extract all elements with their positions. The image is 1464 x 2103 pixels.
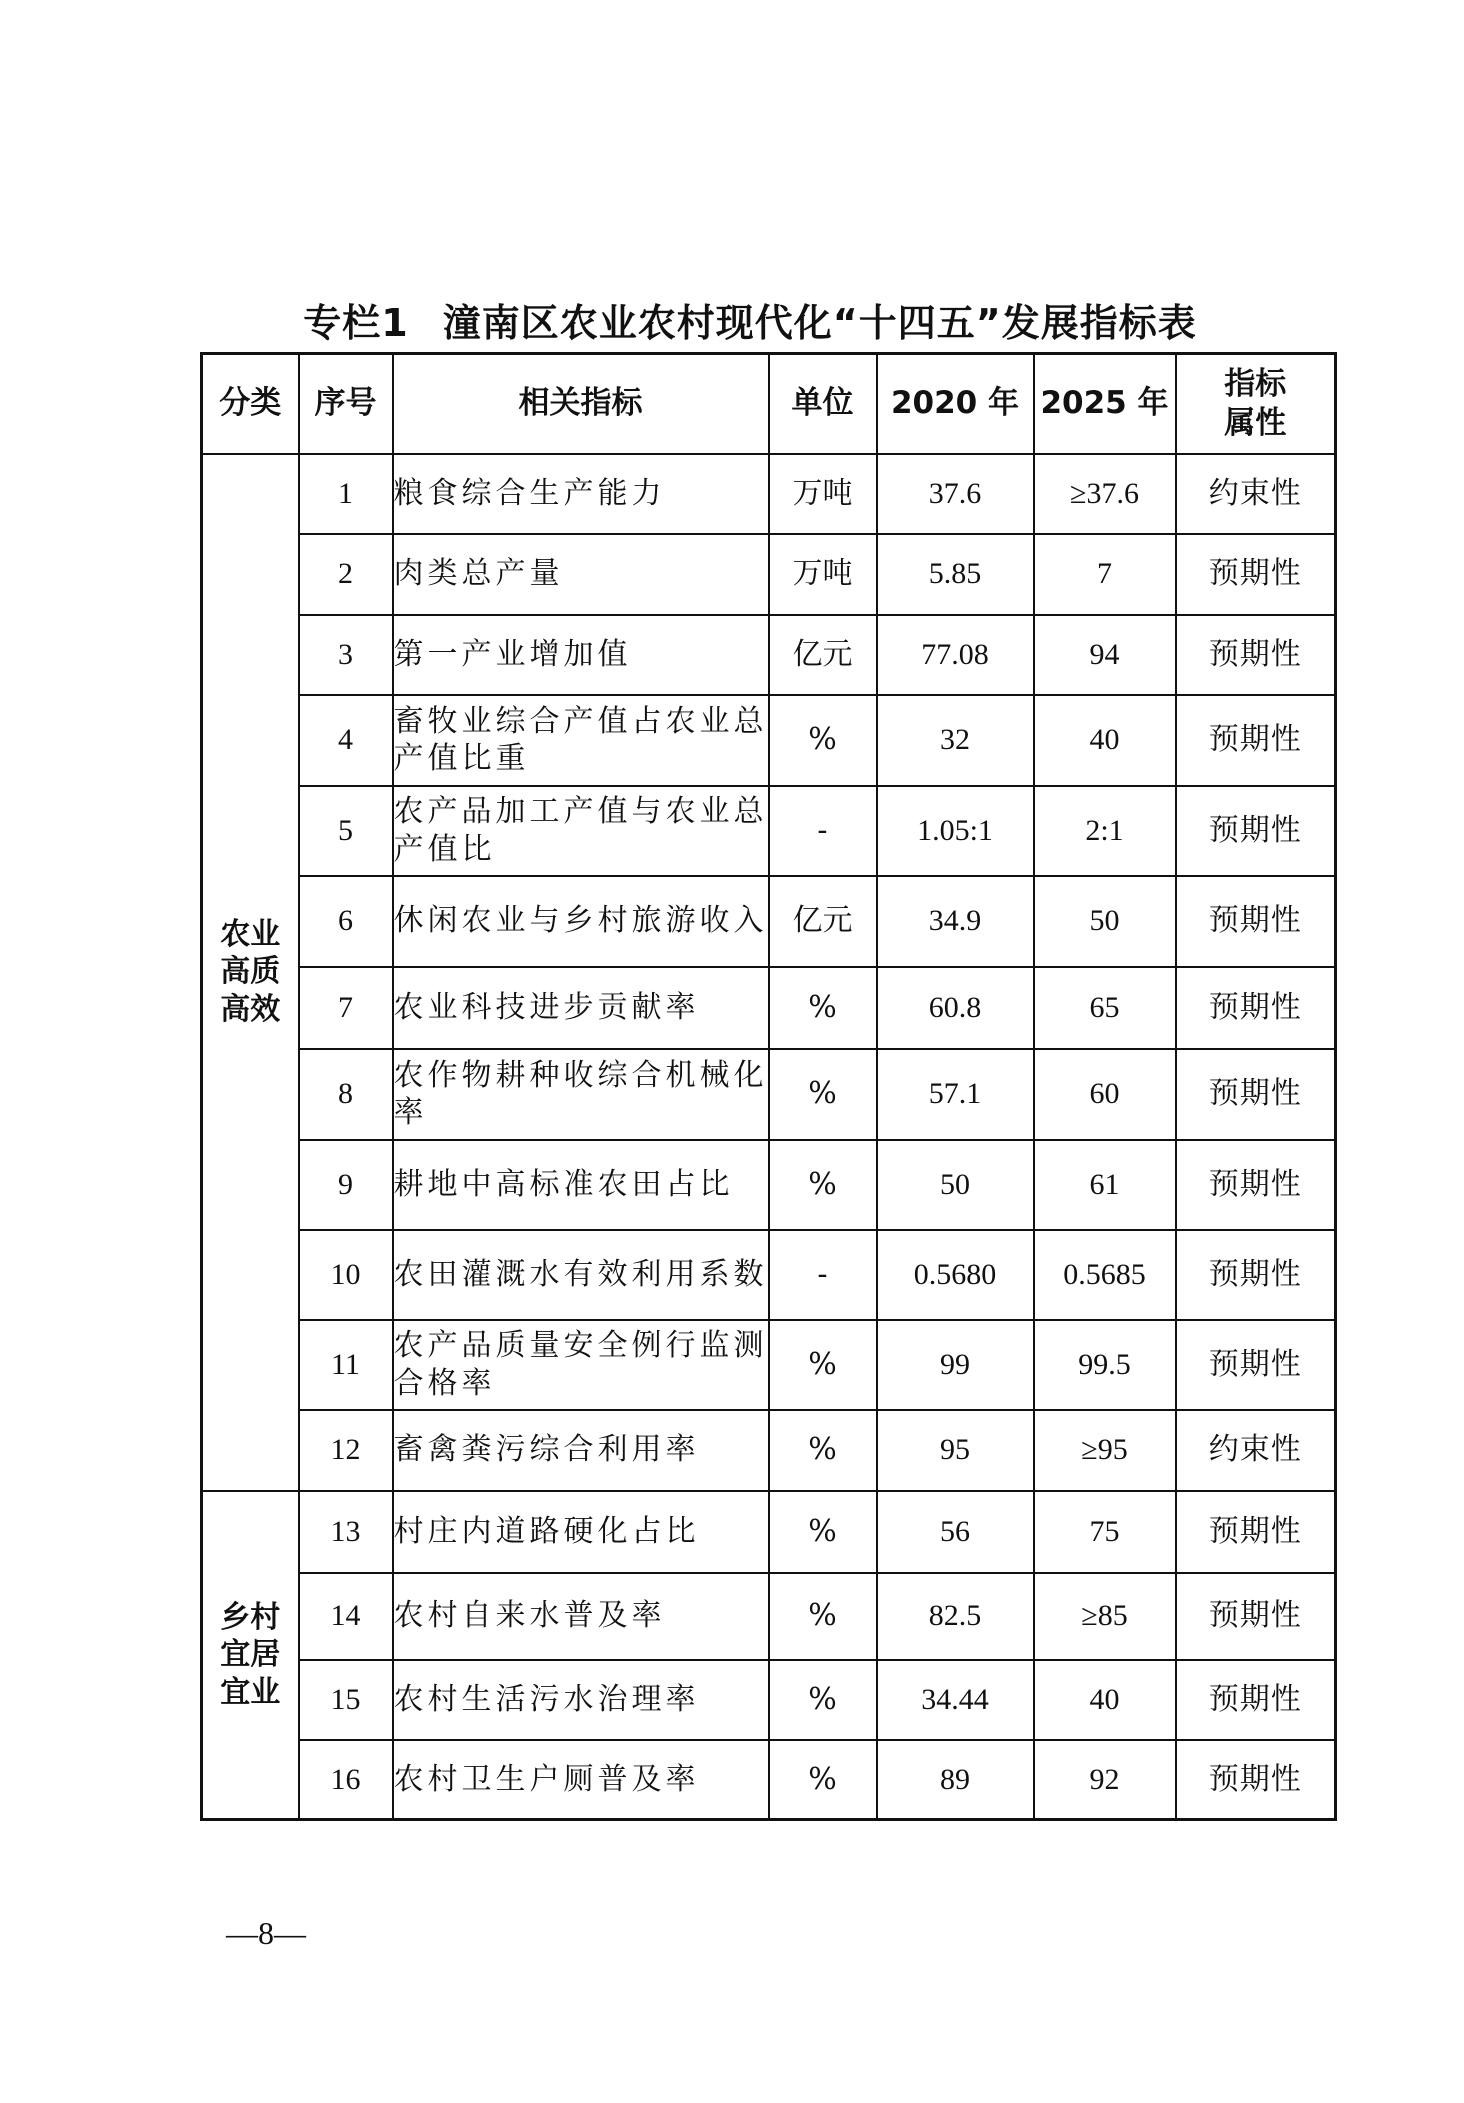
- unit-cell: 万吨: [769, 534, 877, 615]
- table-row: [202, 786, 1336, 876]
- value-2025-cell: 50: [1034, 876, 1176, 967]
- value-2025-cell: 7: [1034, 534, 1176, 615]
- header-2020: 2020 年: [877, 354, 1034, 454]
- indicator-cell: 肉类总产量: [393, 534, 769, 615]
- unit-cell: %: [769, 1049, 877, 1140]
- table-row: [202, 615, 1336, 695]
- value-2020-cell: 34.44: [877, 1660, 1034, 1740]
- attribute-cell: 预期性: [1176, 1740, 1336, 1820]
- table-row: [202, 1573, 1336, 1660]
- unit-cell: %: [769, 1410, 877, 1491]
- seq-cell: 11: [299, 1320, 393, 1410]
- attribute-cell: 预期性: [1176, 786, 1336, 876]
- attribute-cell: 约束性: [1176, 454, 1336, 534]
- table-row: [202, 1049, 1336, 1140]
- seq-cell: 6: [299, 876, 393, 967]
- value-2025-cell: ≥85: [1034, 1573, 1176, 1660]
- category-cell: 乡村 宜居 宜业: [202, 1491, 299, 1820]
- attribute-cell: 预期性: [1176, 1049, 1336, 1140]
- header-seq: 序号: [299, 354, 393, 454]
- indicator-cell: 农产品加工产值与农业总产值比: [393, 786, 769, 876]
- unit-cell: %: [769, 1320, 877, 1410]
- attribute-cell: 预期性: [1176, 1320, 1336, 1410]
- value-2025-cell: 75: [1034, 1491, 1176, 1573]
- attribute-cell: 预期性: [1176, 1573, 1336, 1660]
- table-row: [202, 695, 1336, 786]
- seq-cell: 14: [299, 1573, 393, 1660]
- header-row: [202, 354, 1336, 454]
- unit-cell: 亿元: [769, 876, 877, 967]
- page-title: [200, 292, 1300, 347]
- value-2020-cell: 89: [877, 1740, 1034, 1820]
- value-2025-cell: ≥37.6: [1034, 454, 1176, 534]
- indicator-cell: 粮食综合生产能力: [393, 454, 769, 534]
- indicator-cell: 村庄内道路硬化占比: [393, 1491, 769, 1573]
- indicator-cell: 畜牧业综合产值占农业总产值比重: [393, 695, 769, 786]
- unit-cell: 亿元: [769, 615, 877, 695]
- indicator-cell: 农产品质量安全例行监测合格率: [393, 1320, 769, 1410]
- table-row: [202, 1140, 1336, 1230]
- value-2025-cell: 92: [1034, 1740, 1176, 1820]
- table-row: [202, 534, 1336, 615]
- value-2025-cell: 40: [1034, 1660, 1176, 1740]
- seq-cell: 4: [299, 695, 393, 786]
- value-2020-cell: 0.5680: [877, 1230, 1034, 1320]
- table-row: [202, 1410, 1336, 1491]
- attribute-cell: 预期性: [1176, 876, 1336, 967]
- header-attribute-line1: 指标: [1224, 366, 1287, 402]
- column-label: 专栏1: [303, 301, 409, 345]
- value-2020-cell: 95: [877, 1410, 1034, 1491]
- attribute-cell: 预期性: [1176, 534, 1336, 615]
- attribute-cell: 预期性: [1176, 1140, 1336, 1230]
- header-unit: 单位: [769, 354, 877, 454]
- attribute-cell: 预期性: [1176, 1660, 1336, 1740]
- attribute-cell: 预期性: [1176, 695, 1336, 786]
- unit-cell: %: [769, 967, 877, 1049]
- value-2020-cell: 50: [877, 1140, 1034, 1230]
- unit-cell: %: [769, 1140, 877, 1230]
- seq-cell: 3: [299, 615, 393, 695]
- seq-cell: 10: [299, 1230, 393, 1320]
- unit-cell: -: [769, 1230, 877, 1320]
- seq-cell: 1: [299, 454, 393, 534]
- value-2020-cell: 56: [877, 1491, 1034, 1573]
- value-2020-cell: 32: [877, 695, 1034, 786]
- page-number: —8—: [226, 1915, 306, 1951]
- value-2025-cell: ≥95: [1034, 1410, 1176, 1491]
- value-2020-cell: 1.05:1: [877, 786, 1034, 876]
- value-2025-cell: 99.5: [1034, 1320, 1176, 1410]
- seq-cell: 16: [299, 1740, 393, 1820]
- header-category: 分类: [202, 354, 299, 454]
- indicator-cell: 第一产业增加值: [393, 615, 769, 695]
- value-2025-cell: 40: [1034, 695, 1176, 786]
- attribute-cell: 预期性: [1176, 615, 1336, 695]
- indicator-cell: 畜禽粪污综合利用率: [393, 1410, 769, 1491]
- value-2020-cell: 77.08: [877, 615, 1034, 695]
- table-row: [202, 1491, 1336, 1573]
- value-2025-cell: 60: [1034, 1049, 1176, 1140]
- unit-cell: %: [769, 1491, 877, 1573]
- seq-cell: 9: [299, 1140, 393, 1230]
- value-2020-cell: 57.1: [877, 1049, 1034, 1140]
- value-2025-cell: 0.5685: [1034, 1230, 1176, 1320]
- attribute-cell: 预期性: [1176, 967, 1336, 1049]
- unit-cell: 万吨: [769, 454, 877, 534]
- indicator-cell: 休闲农业与乡村旅游收入: [393, 876, 769, 967]
- header-attribute-line2: 属性: [1224, 404, 1287, 441]
- seq-cell: 2: [299, 534, 393, 615]
- indicator-cell: 农村自来水普及率: [393, 1573, 769, 1660]
- seq-cell: 15: [299, 1660, 393, 1740]
- header-2025: 2025 年: [1034, 354, 1176, 454]
- value-2020-cell: 34.9: [877, 876, 1034, 967]
- unit-cell: -: [769, 786, 877, 876]
- unit-cell: %: [769, 1660, 877, 1740]
- seq-cell: 12: [299, 1410, 393, 1491]
- table-row: [202, 454, 1336, 534]
- seq-cell: 7: [299, 967, 393, 1049]
- value-2025-cell: 65: [1034, 967, 1176, 1049]
- value-2020-cell: 37.6: [877, 454, 1034, 534]
- seq-cell: 8: [299, 1049, 393, 1140]
- value-2025-cell: 94: [1034, 615, 1176, 695]
- indicator-cell: 农业科技进步贡献率: [393, 967, 769, 1049]
- table-row: [202, 967, 1336, 1049]
- indicator-cell: 农村卫生户厕普及率: [393, 1740, 769, 1820]
- unit-cell: %: [769, 1573, 877, 1660]
- seq-cell: 5: [299, 786, 393, 876]
- indicator-table: [200, 352, 1337, 1821]
- header-attribute: [1176, 354, 1336, 454]
- value-2020-cell: 82.5: [877, 1573, 1034, 1660]
- attribute-cell: 约束性: [1176, 1410, 1336, 1491]
- table-title-text: 潼南区农业农村现代化“十四五”发展指标表: [442, 301, 1197, 345]
- value-2025-cell: 2:1: [1034, 786, 1176, 876]
- indicator-cell: 农田灌溉水有效利用系数: [393, 1230, 769, 1320]
- value-2020-cell: 60.8: [877, 967, 1034, 1049]
- indicator-cell: 耕地中高标准农田占比: [393, 1140, 769, 1230]
- value-2020-cell: 99: [877, 1320, 1034, 1410]
- unit-cell: %: [769, 695, 877, 786]
- category-cell: 农业 高质 高效: [202, 454, 299, 1491]
- seq-cell: 13: [299, 1491, 393, 1573]
- table-row: [202, 1740, 1336, 1820]
- table-row: [202, 1660, 1336, 1740]
- value-2025-cell: 61: [1034, 1140, 1176, 1230]
- table-row: [202, 876, 1336, 967]
- attribute-cell: 预期性: [1176, 1491, 1336, 1573]
- table-row: [202, 1320, 1336, 1410]
- unit-cell: %: [769, 1740, 877, 1820]
- header-indicator: 相关指标: [393, 354, 769, 454]
- indicator-cell: 农村生活污水治理率: [393, 1660, 769, 1740]
- indicator-cell: 农作物耕种收综合机械化率: [393, 1049, 769, 1140]
- table-row: [202, 1230, 1336, 1320]
- table-body: [202, 454, 1336, 1820]
- attribute-cell: 预期性: [1176, 1230, 1336, 1320]
- value-2020-cell: 5.85: [877, 534, 1034, 615]
